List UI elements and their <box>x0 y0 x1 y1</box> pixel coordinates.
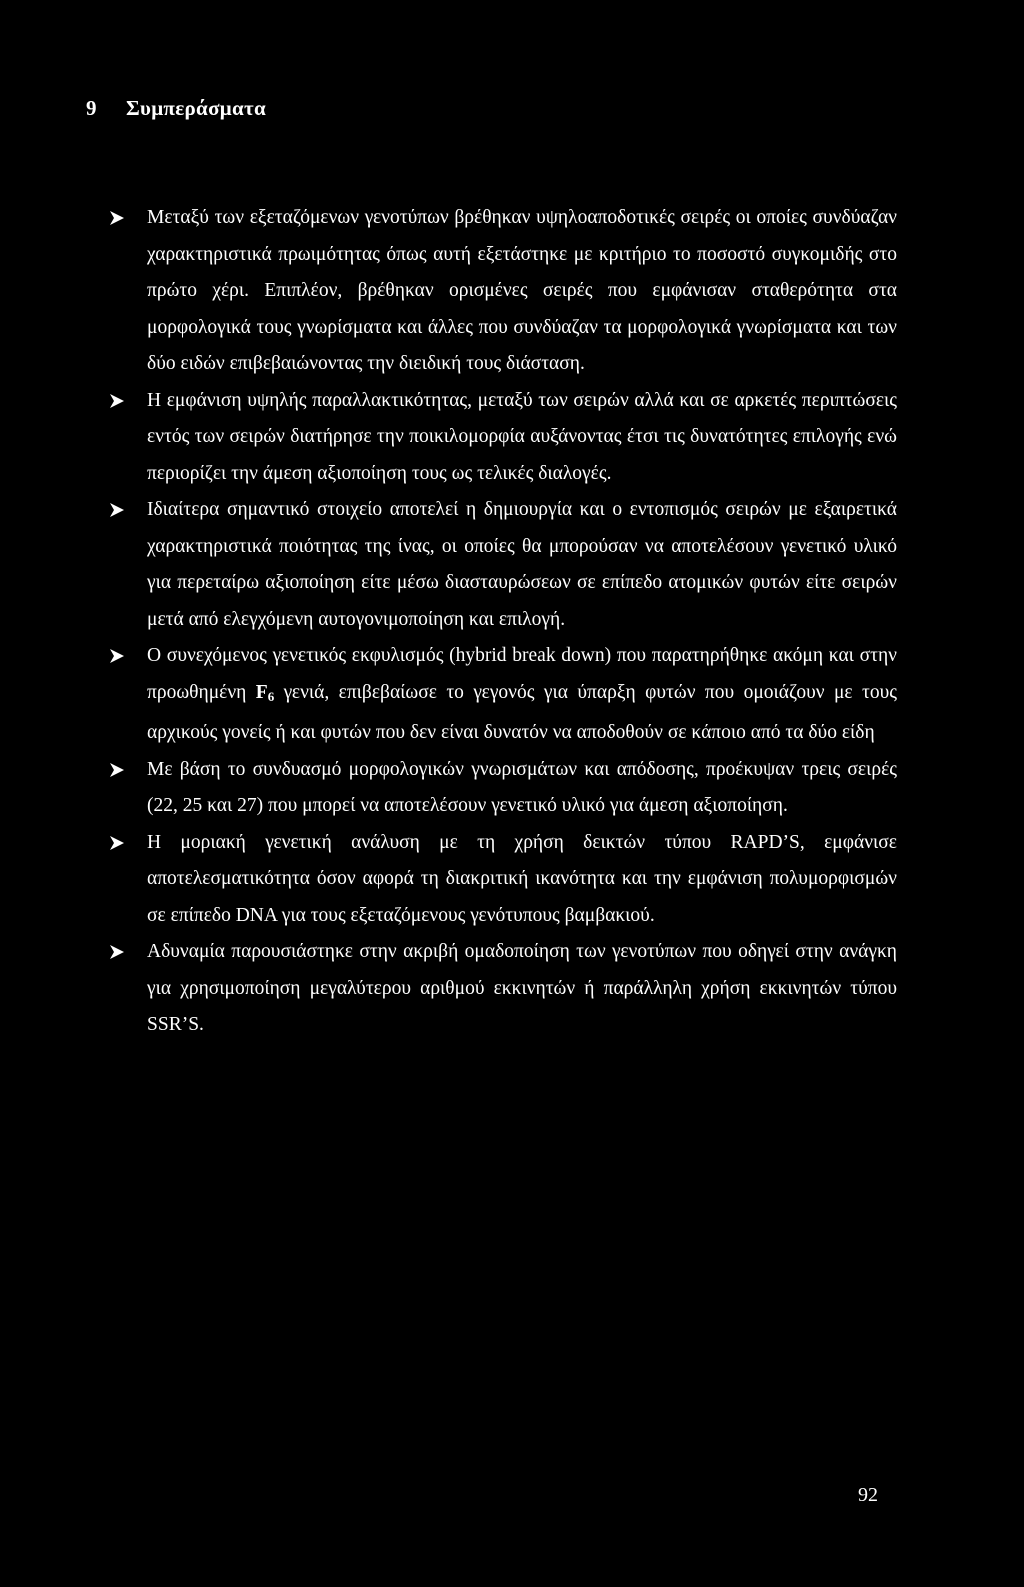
conclusion-text: Αδυναμία παρουσιάστηκε στην ακριβή ομαδοποίηση των γενοτύπων που οδηγεί στην ανάγκη για χρησιμοποίηση μεγαλύτερου αριθμού εκκινητών ή παράλληλη χρήση εκκινητών τύπου SSR’S. <box>147 941 897 1035</box>
generation-label <box>256 682 274 703</box>
section-title: Συμπεράσματα <box>126 96 267 120</box>
arrow-bullet-icon <box>107 200 131 236</box>
conclusion-item-1 <box>107 200 897 383</box>
arrow-bullet-icon <box>107 752 131 788</box>
conclusion-text: Η μοριακή γενετική ανάλυση με τη χρήση δεικτών τύπου RAPD’S, εμφάνισε αποτελεσματικότητα όσον αφορά τη διακριτική ικανότητα και την εμφάνιση πολυμορφισμών σε επίπεδο DNA για τους εξεταζόμενους γενότυπους βαμβακιού. <box>147 831 897 926</box>
conclusion-text: Μεταξύ των εξεταζόμενων γενοτύπων βρέθηκαν υψηλοαποδοτικές σειρές οι οποίες συνδύαζαν χαρακτηριστικά πρωιμότητας όπως αυτή εξετάστηκε με κριτήριο το ποσοστό συγκομιδής στο πρώτο χέρι. Επιπλέον, βρέθηκαν ορισμένες σειρές που εμφάνισαν σταθερότητα στα μορφολογικά τους γνωρίσματα και άλλες που συνδύαζαν τα μορφολογικά γνωρίσματα και των δύο ειδών επιβεβαιώνοντας την διειδική τους διάσταση. <box>147 207 897 374</box>
conclusion-text: Με βάση το συνδυασμό μορφολογικών γνωρισμάτων και απόδοσης, προέκυψαν τρεις σειρές (22, 25 και 27) που μπορεί να αποτελέσουν γενετικό υλικό για άμεση αξιοποίηση. <box>147 758 897 816</box>
conclusion-item-5 <box>107 752 897 825</box>
conclusions-list <box>107 200 897 1044</box>
arrow-bullet-icon <box>107 934 131 970</box>
generation-subscript: 6 <box>267 688 275 704</box>
page-number: 92 <box>858 1484 878 1506</box>
arrow-bullet-icon <box>107 825 131 861</box>
arrow-bullet-icon <box>107 492 131 528</box>
conclusion-text: Η εμφάνιση υψηλής παραλλακτικότητας, μεταξύ των σειρών αλλά και σε αρκετές περιπτώσεις εντός των σειρών διατήρησε την ποικιλομορφία αυξάνοντας έτσι τις δυνατότητες επιλογής ενώ περιορίζει την άμεση αξιοποίηση τους ως τελικές διαλογές. <box>147 389 897 484</box>
generation-letter: F <box>255 681 268 703</box>
conclusion-text-part: Ο συνεχόμενος γενετικός εκφυλισμός (hybrid break down) που παρατηρήθηκε ακόμη και στην προωθημένη <box>147 645 897 703</box>
conclusion-text: Ιδιαίτερα σημαντικό στοιχείο αποτελεί η δημιουργία και ο εντοπισμός σειρών με εξαιρετικά χαρακτηριστικά ποιότητας της ίνας, οι οποίες θα μπορούσαν να αποτελέσουν γενετικό υλικό για περεταίρω αξιοποίηση είτε μέσω διασταυρώσεων σε επίπεδο ατομικών φυτών είτε σειρών μετά από ελεγχόμενη αυτογονιμοποίηση και επιλογή. <box>147 499 897 630</box>
conclusion-item-3 <box>107 492 897 638</box>
arrow-bullet-icon <box>107 383 131 419</box>
conclusion-text-part: γενιά, επιβεβαίωσε το γεγονός για ύπαρξη φυτών που ομοιάζουν με τους αρχικούς γονείς ή και φυτών που δεν είναι δυνατόν να αποδοθούν σε κάποιο από τα δύο είδη <box>147 681 897 743</box>
section-number: 9 <box>86 96 97 120</box>
arrow-bullet-icon <box>107 638 131 674</box>
conclusion-item-7 <box>107 934 897 1044</box>
conclusion-item-6 <box>107 825 897 935</box>
conclusion-item-4 <box>107 638 897 752</box>
conclusion-item-2 <box>107 383 897 493</box>
section-heading <box>86 96 266 121</box>
